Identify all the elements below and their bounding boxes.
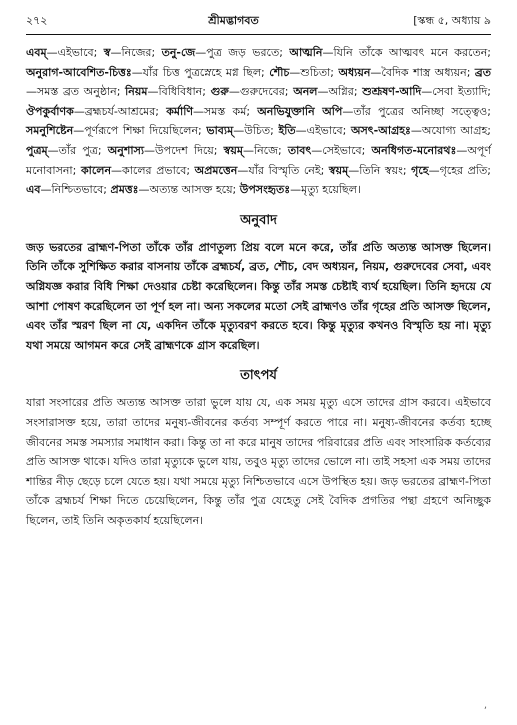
synonym-term: কর্মাণি (166, 104, 194, 118)
synonym-gloss: —অত্যন্ত আসক্ত হয়ে; (138, 183, 240, 197)
synonym-term: সমনুশিষ্টেন (26, 124, 74, 138)
purport-text: যারা সংসারের প্রতি অত্যন্ত আসক্ত তারা ভুলে যায় যে, এক সময় মৃত্যু এসে তাদের গ্রাস করবে। এইভাবে সংসারাসক্ত হয়ে, তারা তাদের মনুষ্য-জীবনের কর্তব্য সম্পূর্ণ করতে পারে না। মনুষ্য-জীবনের কর্তব্য হচ্ছে জীবনের সমস্ত সমস্যার সমাধান করা। কিন্তু তা না করে মানুষ তাদের পরিবারের প্রতি এবং সাংসারিক কর্তব্যের প্রতি আসক্ত থাকে। যদিও তারা মৃত্যুকে ভুলে যায়, তবুও মৃত্যু তাদের ভোলে না। তাই সহসা এক সময় তাদের শান্তির নীড় ছেড়ে চলে যেতে হয়। যথা সময়ে মৃত্যু নিশ্চিতভাবে এসে উপস্থিত হয়। জড় ভরতের ব্রাহ্মণ-পিতা তাঁকে ব্রহ্মচর্য শিক্ষা দিতে চেয়েছিলেন, কিন্তু তাঁর পুত্র যেহেতু সেই বৈদিক প্রগতির পন্থা গ্রহণে অনিচ্ছুক ছিলেন, তাই তিনি অকৃতকার্য হয়েছিলেন। (26, 396, 491, 527)
synonym-gloss: —উচিত; (233, 124, 279, 138)
synonym-gloss: —তাঁর পুত্র; (47, 143, 108, 157)
synonym-term: আত্মনি (289, 46, 323, 59)
synonym-term: গুরু (210, 85, 229, 99)
synonym-gloss: —সেবা ইত্যাদি; (421, 85, 491, 99)
synonym-term: ব্রত (474, 65, 491, 79)
synonym-gloss: —শুচিতা; (289, 65, 339, 79)
synonym-gloss: —সেইভাবে; (311, 143, 372, 157)
synonym-gloss: —অগ্নির; (317, 85, 363, 99)
synonym-term: অনুশাস্য (107, 143, 145, 157)
synonym-term: স্ব (103, 46, 111, 59)
synonym-gloss: —পূর্ণরূপে শিক্ষা দিয়েছিলেন; (73, 124, 207, 138)
synonym-term: অপ্রমত্তেন (194, 163, 238, 177)
synonym-gloss: —অযোগ্য আগ্রহ; (410, 124, 491, 138)
synonym-term: অনল (293, 85, 318, 99)
synonym-term: উপসংহৃতঃ (239, 183, 291, 197)
purport-heading: তাৎপর্য (240, 368, 277, 384)
synonym-term: নিয়ম (125, 85, 148, 99)
synonym-gloss: —মৃত্যু হয়েছিল। (290, 183, 361, 197)
word-for-word-synonyms (26, 43, 491, 200)
synonym-gloss: —নিশ্চিতভাবে; (40, 183, 111, 197)
synonym-gloss: —ব্রহ্মচর্য-আশ্রমের; (73, 104, 167, 118)
synonym-term: অনধিগত-মনোরথঃ (371, 143, 457, 157)
page-mark: , (483, 700, 487, 711)
synonym-term: স্বয়ম্ (223, 143, 243, 157)
page-number: ২৭২ (26, 14, 48, 27)
synonym-gloss: —সমস্ত ব্রত অনুষ্ঠান; (26, 85, 126, 99)
synonym-gloss: —পুত্র জড় ভরতে; (195, 46, 290, 59)
book-title: শ্রীমদ্ভাগবত (208, 14, 259, 27)
synonym-term: স্বয়ম্ (328, 163, 349, 177)
synonym-term: এব (26, 183, 41, 197)
translation-text: জড় ভরতের ব্রাহ্মণ-পিতা তাঁকে তাঁর প্রাণতুল্য প্রিয় বলে মনে করে, তাঁর প্রতি অত্যন্ত আসক্ত ছিলেন। তিনি তাঁকে সুশিক্ষিত করার বাসনায় তাঁকে ব্রহ্মচর্য, ব্রত, শৌচ, বেদ অধ্যয়ন, নিয়ম, গুরুদেবের সেবা, এবং অগ্নিযজ্ঞ করার বিধি শিক্ষা দেওয়ার চেষ্টা করেছিলেন। কিন্তু তাঁর সমস্ত চেষ্টাই ব্যর্থ হয়েছিল। তিনি হৃদয়ে যে আশা পোষণ করেছিলেন তা পূর্ণ হল না। অন্য সকলের মতো সেই ব্রাহ্মণও তাঁর গৃহের প্রতি আসক্ত ছিলেন, এবং তাঁর স্মরণ ছিল না যে, একদিন তাঁকে মৃত্যুবরণ করতে হবে। কিন্তু মৃত্যুর কখনও বিস্মৃতি হয় না। মৃত্যু যথা সময়ে আগমন করে সেই ব্রাহ্মণকে গ্রাস করেছিল। (26, 240, 491, 352)
synonym-term: তনু-জে (161, 46, 196, 59)
synonym-term: অনুরাগ-আবেশিত-চিত্তঃ (26, 65, 132, 79)
synonym-term: গৃহে (411, 163, 429, 177)
synonym-term: শৌচ (269, 65, 290, 79)
synonym-gloss: —এইভাবে; (46, 46, 104, 59)
synonym-gloss: —নিজের; (110, 46, 162, 59)
chapter-reference: [স্কন্ধ ৫, অধ্যায় ৯ (413, 14, 491, 27)
synonym-gloss: —নিজে; (242, 143, 288, 157)
synonym-term: ভাব্যম্ (206, 124, 234, 138)
synonym-term: অনভিযুক্তানি অপি (257, 104, 343, 118)
synonym-gloss: —উপদেশ দিয়ে; (144, 143, 224, 157)
synonym-term: ইতি (278, 124, 296, 138)
synonym-gloss: —বৈদিক শাস্ত্র অধ্যয়ন; (370, 65, 475, 79)
synonym-gloss: —এইভাবে; (295, 124, 351, 138)
synonym-gloss: —গুরুদেবের; (228, 85, 294, 99)
synonym-term: প্রমত্তঃ (110, 183, 139, 197)
synonym-term: ঔপকুর্বাণক (26, 104, 74, 118)
synonym-term: এবম্ (26, 46, 47, 59)
synonym-term: অসৎ-আগ্রহঃ (350, 124, 411, 138)
synonym-gloss: —যাঁর বিস্মৃতি নেই; (237, 163, 329, 177)
header-rule (26, 34, 491, 35)
synonym-term: পুত্রম্ (26, 143, 48, 157)
synonym-term: তাবৎ (287, 143, 312, 157)
synonym-gloss: —কালের প্রভাবে; (111, 163, 195, 177)
synonym-gloss: —অপূর্ণ মনোবাসনা; (26, 143, 491, 177)
synonym-term: অধ্যয়ন (338, 65, 371, 79)
synonym-gloss: —যাঁর চিত্ত পুত্রস্নেহে মগ্ন ছিল; (131, 65, 270, 79)
running-header (26, 12, 491, 30)
translation-heading: অনুবাদ (240, 212, 277, 228)
synonym-gloss: —যিনি তাঁকে আত্মবৎ মনে করতেন; (322, 46, 491, 59)
synonym-gloss: —সমস্ত কর্ম; (193, 104, 258, 118)
synonym-gloss: —তাঁর পুত্রের অনিচ্ছা সত্ত্বেও; (342, 104, 491, 118)
synonym-gloss: —গৃহের প্রতি; (428, 163, 491, 177)
synonym-term: শুশ্রূষণ-আদি (362, 85, 422, 99)
synonym-gloss: —বিধিবিধান; (147, 85, 211, 99)
synonym-gloss: —তিনি স্বয়ং; (348, 163, 412, 177)
synonym-term: কালেন (80, 163, 112, 177)
